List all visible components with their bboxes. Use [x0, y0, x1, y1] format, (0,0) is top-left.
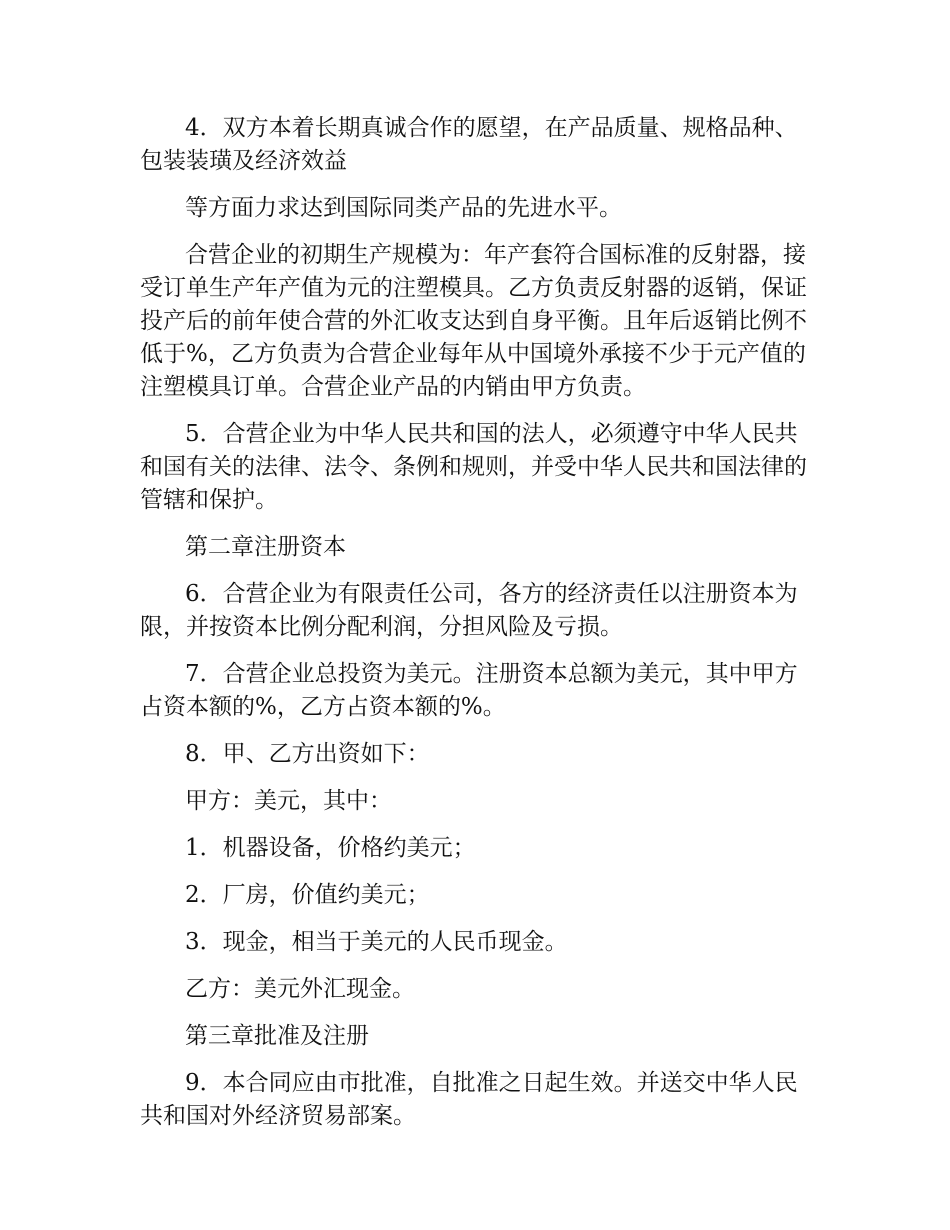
paragraph-9-approval: 9．本合同应由市批准，自批准之日起生效。并送交中华人民共和国对外经济贸易部案。 — [140, 1070, 798, 1129]
paragraph-7-investment: 7．合营企业总投资为美元。注册资本总额为美元，其中甲方占资本额的%，乙方占资本额的%。 — [140, 661, 798, 720]
party-a-contribution: 甲方：美元，其中： — [185, 788, 392, 814]
paragraph-quality-level: 等方面力求达到国际同类产品的先进水平。 — [185, 195, 622, 221]
chapter-2-heading: 第二章注册资本 — [185, 534, 346, 560]
paragraph-4-intent: 4．双方本着长期真诚合作的愿望，在产品质量、规格品种、包装装璜及经济效益 — [140, 115, 798, 174]
contribution-item-2: 2．厂房，价值约美元； — [185, 882, 430, 908]
document-body — [140, 112, 815, 1147]
paragraph-5-legal-status: 5．合营企业为中华人民共和国的法人，必须遵守中华人民共和国有关的法律、法令、条例和规则，并受中华人民共和国法律的管辖和保护。 — [140, 421, 807, 513]
paragraph-8-contributions: 8．甲、乙方出资如下： — [185, 741, 430, 767]
party-b-contribution: 乙方：美元外汇现金。 — [185, 976, 415, 1002]
chapter-3-heading: 第三章批准及注册 — [185, 1023, 369, 1049]
contribution-item-3: 3．现金，相当于美元的人民币现金。 — [185, 929, 568, 955]
paragraph-production-scale: 合营企业的初期生产规模为：年产套符合国标准的反射器，接受订单生产年产值为元的注塑模具。乙方负责反射器的返销，保证投产后的前年使合营的外汇收支达到自身平衡。且年后返销比例不低于%，乙方负责为合营企业每年从中国境外承接不少于元产值的注塑模具订单。合营企业产品的内销由甲方负责。 — [140, 242, 807, 400]
contribution-item-1: 1．机器设备，价格约美元； — [185, 835, 476, 861]
paragraph-6-liability: 6．合营企业为有限责任公司，各方的经济责任以注册资本为限，并按资本比例分配利润，分担风险及亏损。 — [140, 581, 798, 640]
